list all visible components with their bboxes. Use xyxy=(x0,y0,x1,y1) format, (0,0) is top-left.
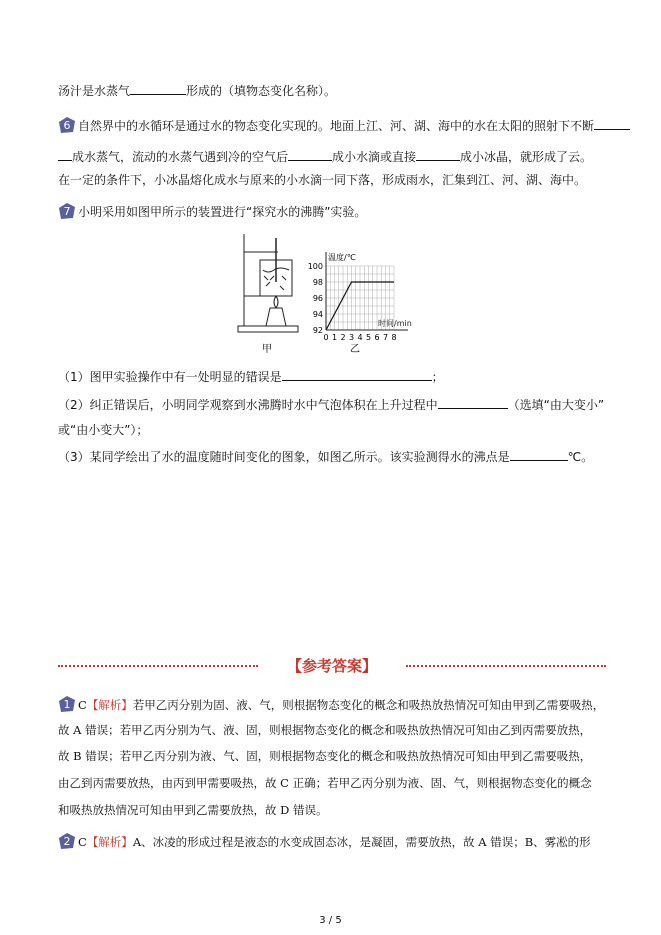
x-tick-label: 6 xyxy=(374,333,380,342)
a1-letter: C xyxy=(78,698,87,712)
temperature-chart xyxy=(308,252,412,342)
a2-text-1: A、冰凌的形成过程是液态的水变成固态冰，是凝固，需要放热，故 A 错误；B、雾凇的形 xyxy=(132,835,591,849)
a1-text-4: 由乙到丙需要放热，由丙到甲需要吸热，故 C 正确；若甲乙丙分别为液、固、气，则根据物态变化的概念 xyxy=(58,776,592,790)
x-tick-label: 8 xyxy=(391,333,397,342)
figure-svg xyxy=(230,230,430,360)
q6-text-1: 自然界中的水循环是通过水的物态变化实现的。地面上江、河、湖、海中的水在太阳的照射下不断 xyxy=(78,119,595,133)
a1-text-2: 故 A 错误；若甲乙丙分别为气、液、固，则根据物态变化的概念和吸热放热情况可知由乙到丙需要放热， xyxy=(58,723,592,737)
q7-sub1-end: ； xyxy=(431,370,444,384)
prev-text-a: 汤汁是水蒸气 xyxy=(58,84,131,98)
answer-blank[interactable] xyxy=(416,148,460,161)
a2-number-icon xyxy=(58,832,76,850)
q7-sub3-text: （3）某同学绘出了水的温度随时间变化的图象，如图乙所示。该实验测得水的沸点是 xyxy=(58,450,510,464)
page-number: 3 / 5 xyxy=(319,915,342,926)
answer1-line2 xyxy=(58,722,603,738)
q6-line3 xyxy=(58,172,586,188)
prev-question-tail xyxy=(58,82,336,99)
stand-base xyxy=(238,326,298,332)
answer1-line5 xyxy=(58,802,603,818)
q7-sub3 xyxy=(58,448,593,465)
experiment-figure xyxy=(230,230,430,360)
q7-sub2 xyxy=(58,396,604,413)
dotted-divider-right xyxy=(406,665,606,667)
q7-stem xyxy=(58,202,366,220)
q6-text-2c: 成小冰晶，就形成了云。 xyxy=(460,150,593,164)
q6-line1 xyxy=(58,116,630,134)
y-tick-label: 100 xyxy=(307,262,323,271)
answer-blank[interactable] xyxy=(288,148,332,161)
x-tick-label: 1 xyxy=(331,333,338,342)
a1-number-icon xyxy=(58,695,76,713)
answer1-line4 xyxy=(58,775,603,791)
answer-header xyxy=(58,655,606,675)
prev-text-b: 形成的（填物态变化名称）。 xyxy=(186,84,337,98)
q6-text-2b: 成小水滴或直接 xyxy=(332,150,417,164)
figure-label-yi: 乙 xyxy=(350,344,360,355)
answer-title: 【参考答案】 xyxy=(283,655,381,676)
q6-number-icon xyxy=(58,116,76,134)
q7-sub2-hint-end: 或“由小变大”）； xyxy=(58,423,149,437)
q7-sub3-unit: ℃。 xyxy=(567,450,594,464)
x-axis-label: 时间/min xyxy=(378,319,412,328)
y-tick-label: 94 xyxy=(312,310,323,319)
alcohol-lamp xyxy=(266,308,286,326)
a1-text-3: 故 B 错误；若甲乙丙分别为液、气、固，则根据物态变化的概念和吸热放热情况可知由甲到乙需要吸热， xyxy=(58,749,592,763)
answer-blank[interactable] xyxy=(510,448,568,461)
a1-tag: 【解析】 xyxy=(86,698,133,712)
bubbles xyxy=(264,276,286,290)
q7-sub2-cont xyxy=(58,422,148,438)
answer2-line1 xyxy=(58,832,603,850)
answer-blank[interactable] xyxy=(438,396,508,409)
flame xyxy=(274,296,278,308)
x-tick-label: 3 xyxy=(348,333,355,342)
a1-text-1: 若甲乙丙分别为固、液、气，则根据物态变化的概念和吸热放热情况可知由甲到乙需要吸热， xyxy=(132,698,605,712)
x-tick-label: 4 xyxy=(357,333,363,342)
x-tick-label: 2 xyxy=(340,333,346,342)
y-axis-label: 温度/℃ xyxy=(328,253,356,262)
answer-blank[interactable] xyxy=(58,148,72,161)
q7-number: 7 xyxy=(63,205,71,218)
x-tick-label: 7 xyxy=(382,333,389,342)
q7-number-icon xyxy=(58,202,76,220)
q7-sub2-hint: （选填“由大变小” xyxy=(507,398,605,412)
answer-blank[interactable] xyxy=(282,368,432,381)
figure-label-jia: 甲 xyxy=(262,344,272,355)
x-tick-label: 0 xyxy=(323,333,329,342)
x-tick-label: 5 xyxy=(365,333,372,342)
q6-text-2a: 成水蒸气，流动的水蒸气遇到冷的空气后 xyxy=(72,150,289,164)
y-tick-label: 98 xyxy=(312,278,323,287)
q7-stem-text: 小明采用如图甲所示的装置进行“探究水的沸腾”实验。 xyxy=(78,205,367,219)
answer-blank[interactable] xyxy=(130,82,186,95)
y-tick-label: 96 xyxy=(312,294,323,303)
q7-sub2-text: （2）纠正错误后，小明同学观察到水沸腾时水中气泡体积在上升过程中 xyxy=(58,398,438,412)
y-tick-label: 92 xyxy=(312,326,323,335)
q6-text-3: 在一定的条件下，小冰晶熔化成水与原来的小水滴一同下落，形成雨水，汇集到江、河、湖、海中。 xyxy=(58,173,587,187)
apparatus-drawing xyxy=(238,234,298,332)
a2-tag: 【解析】 xyxy=(86,835,133,849)
dotted-divider-left xyxy=(58,665,258,667)
answer1-line1 xyxy=(58,695,603,713)
q6-number: 6 xyxy=(63,119,71,132)
a1-number: 1 xyxy=(63,698,71,711)
q7-sub1 xyxy=(58,368,444,385)
q6-line2 xyxy=(58,148,592,165)
a2-letter: C xyxy=(78,835,87,849)
q7-sub1-text: （1）图甲实验操作中有一处明显的错误是 xyxy=(58,370,282,384)
a1-text-5: 和吸热放热情况可知由甲到乙需要放热，故 D 错误。 xyxy=(58,803,328,817)
a2-number: 2 xyxy=(63,835,71,848)
answer-blank[interactable] xyxy=(594,117,630,130)
answer1-line3 xyxy=(58,748,603,764)
